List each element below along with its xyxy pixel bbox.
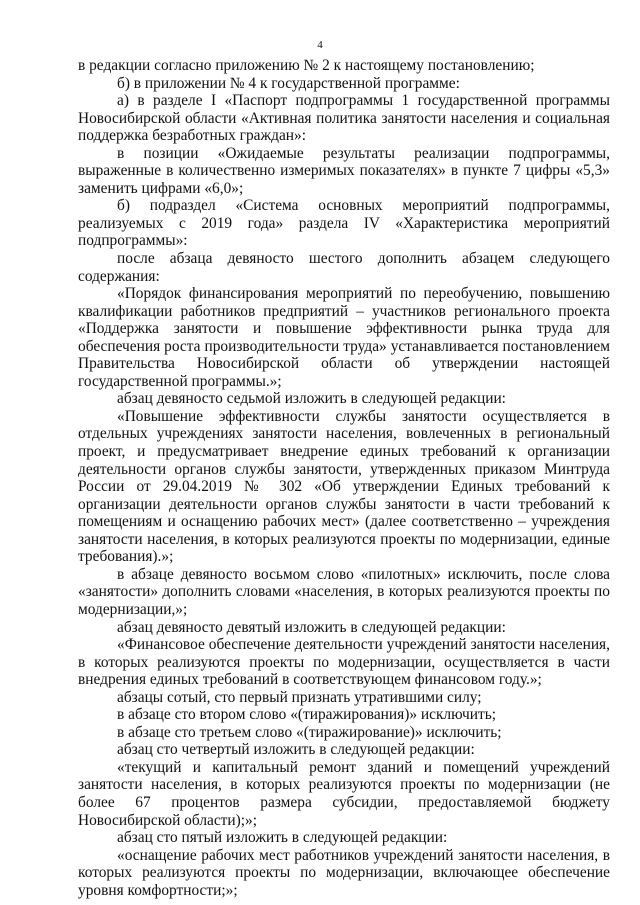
- paragraph-15: в абзаце сто третьем слово «(тиражирование)» исключить;: [117, 723, 502, 741]
- paragraph-8: абзац девяносто седьмой изложить в следующей редакции:: [117, 390, 506, 408]
- paragraph-4: в позиции «Ожидаемые результаты реализации подпрограммы, выраженные в количественно измеримых показателях» в пункте 7 цифры «5,3» заменить цифрами «6,0»;: [78, 144, 610, 197]
- paragraph-16: абзац сто четвертый изложить в следующей редакции:: [117, 741, 475, 759]
- paragraph-1: в редакции согласно приложению № 2 к настоящему постановлению;: [78, 57, 535, 74]
- paragraph-10: в абзаце девяносто восьмом слово «пилотных» исключить, после слова «занятости» дополнить словами «населения, в которых реализуются проекты по модернизации,»;: [78, 565, 610, 618]
- paragraph-5: б) подраздел «Система основных мероприятий подпрограммы, реализуемых с 2019 года» раздела IV «Характеристика мероприятий подпрограммы»:: [78, 197, 610, 250]
- paragraph-7: «Порядок финансирования мероприятий по переобучению, повышению квалификации работников предприятий – участников регионального проекта «Поддержка занятости и повышение эффективности рынка труда для обеспечения роста производительности труда» устанавливается постановлением Правительства Новосибирской области об утверждении настоящей государственной программы.»;: [78, 285, 610, 390]
- paragraph-12: «Финансовое обеспечение деятельности учреждений занятости населения, в которых реализуются проекты по модернизации, осуществляется в части внедрения единых требований в соответствующем финансовом году.»;: [78, 636, 610, 689]
- paragraph-19: «оснащение рабочих мест работников учреждений занятости населения, в которых реализуются проекты по модернизации, включающее обеспечение уровня комфортности;»;: [78, 846, 610, 899]
- paragraph-17: «текущий и капитальный ремонт зданий и помещений учреждений занятости населения, в которых реализуются проекты по модернизации (не более 67 процентов размера субсидии, предоставляемой бюджету Новосибирской области);»;: [78, 758, 610, 829]
- paragraph-18: абзац сто пятый изложить в следующей редакции:: [117, 829, 448, 847]
- paragraph-13: абзацы сотый, сто первый признать утратившими силу;: [117, 688, 482, 706]
- paragraph-3: а) в разделе I «Паспорт подпрограммы 1 государственной программы Новосибирской области «Активная политика занятости населения и социальная поддержка безработных граждан»:: [78, 92, 610, 145]
- paragraph-9: «Повышение эффективности службы занятости осуществляется в отдельных учреждениях занятости населения, вовлеченных в региональный проект, и предусматривает внедрение единых требований к организации деятельности органов службы занятости, утвержденных приказом Минтруда России от 29.04.2019 № 302 «Об утверждении Единых требований к организации деятельности органов службы занятости в части требований к помещениям и оснащению рабочих мест» (далее соответственно – учреждения занятости населения, в которых реализуются проекты по модернизации, единые требования).»;: [78, 407, 610, 566]
- document-body: [78, 57, 610, 899]
- paragraph-2: б) в приложении № 4 к государственной программе:: [117, 74, 460, 92]
- paragraph-6: после абзаца девяносто шестого дополнить абзацем следующего содержания:: [78, 250, 610, 285]
- paragraph-11: абзац девяносто девятый изложить в следующей редакции:: [117, 618, 506, 636]
- paragraph-14: в абзаце сто втором слово «(тиражирования)» исключить;: [117, 706, 497, 724]
- page-number: 4: [317, 39, 323, 51]
